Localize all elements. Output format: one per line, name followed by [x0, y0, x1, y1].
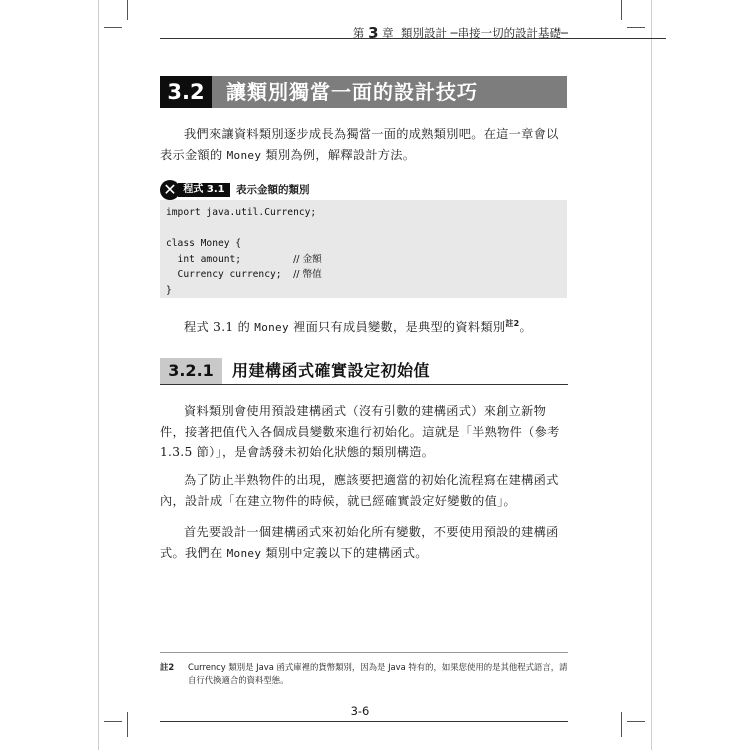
intro-text-1: 我們來讓資料類別逐步成長為獨當一面的成熟類別吧。在這一章會以表示金額的: [160, 127, 559, 162]
section-title: 讓類別獨當一面的設計技巧: [226, 80, 478, 104]
code-comment: // 金額: [293, 253, 322, 265]
header-rule: [160, 38, 666, 39]
chapter-suffix: 章: [382, 26, 394, 40]
code-line: [166, 283, 561, 299]
inline-code: Money: [254, 321, 289, 334]
code-text: }: [166, 284, 172, 296]
inline-code: Money: [226, 546, 262, 560]
crop-mark: [127, 0, 128, 20]
body-paragraph: 資料類別會使用預設建構函式（沒有引數的建構函式）來創立新物件，接著把值代入各個成員變數來進行初始化。這就是「半熟物件（參考 1.3.5 節）」，是會誘發未初始化狀態的類別構造。: [160, 404, 560, 459]
intro-text-2: 類別為例，解釋設計方法。: [261, 147, 416, 162]
code-text: import java.util.Currency;: [166, 207, 317, 218]
paragraph-text-2: 類別中定義以下的建構函式。: [261, 545, 428, 560]
explanation-text-3: 。: [519, 320, 533, 334]
footnote-rule: [160, 652, 568, 653]
footer-rule: [160, 721, 568, 722]
crop-mark: [127, 712, 128, 737]
explanation-text-2: 裡面只有成員變數，是典型的資料類別: [288, 320, 506, 334]
footnote-reference: 註2: [505, 319, 520, 328]
body-paragraph: [160, 522, 568, 564]
footnote-label: 註2: [160, 662, 175, 672]
crop-mark: [621, 712, 622, 737]
listing-tag: 程式 3.1: [178, 183, 230, 197]
listing-caption: 表示金額的類別: [236, 184, 310, 196]
explanation-text-1: 程式 3.1 的: [184, 320, 255, 334]
chapter-number: 3: [368, 24, 379, 42]
intro-paragraph: [160, 124, 568, 166]
paragraph-text-1: 首先要設計一個建構函式來初始化所有變數，不要使用預設的建構函式。我們在: [160, 525, 559, 560]
chapter-prefix: 第: [352, 26, 365, 40]
crop-mark: [621, 0, 622, 20]
crop-mark: [627, 721, 645, 722]
code-text: int amount;: [166, 253, 294, 265]
cross-icon: ✕: [160, 180, 180, 200]
footnote-text: Currency 類別是 Java 函式庫裡的貨幣類別，因為是 Java 特有的，如果您使用的是其他程式語言，請自行代換適合的資料型態。: [188, 662, 568, 685]
code-line: [166, 236, 561, 252]
code-line: [166, 221, 561, 237]
crop-mark: [104, 721, 122, 722]
code-line: [166, 252, 561, 268]
code-text: Currency currency;: [166, 269, 294, 281]
section-heading: [160, 76, 567, 108]
code-text: class Money {: [166, 238, 242, 250]
subsection-number: 3.2.1: [160, 358, 222, 384]
code-line: [166, 205, 561, 221]
code-block: [160, 200, 567, 298]
subsection-title: 用建構函式確實設定初始值: [232, 361, 431, 380]
code-comment: // 幣值: [293, 269, 322, 281]
section-number: 3.2: [160, 76, 212, 108]
subsection-heading: [160, 358, 568, 385]
listing-explanation: [160, 314, 568, 339]
inline-code: Money: [226, 148, 262, 162]
body-paragraph: 為了防止半熟物件的出現，應該要把適當的初始化流程寫在建構函式內，設計成「在建立物件的時候，就已經確實設定好變數的值」。: [160, 473, 559, 508]
code-line: [166, 267, 561, 283]
page-number: 3-6: [350, 704, 370, 718]
chapter-title: 類別設計 ─串接一切的設計基礎─: [400, 26, 568, 40]
